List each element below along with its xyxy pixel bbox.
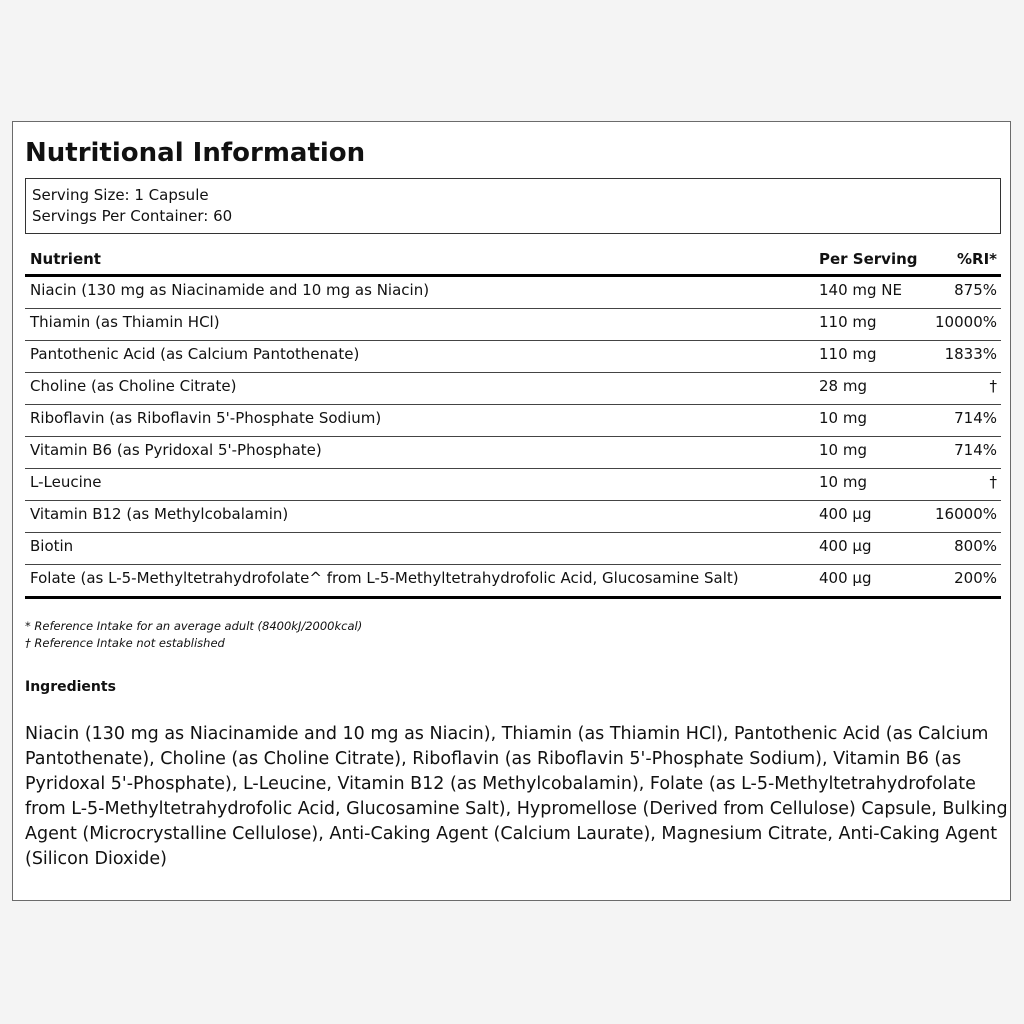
nutrient-cell: Choline (as Choline Citrate) [30, 377, 237, 395]
ri-cell: 875% [954, 281, 997, 299]
ri-cell: 800% [954, 537, 997, 555]
per-serving-cell: 10 mg [819, 409, 867, 427]
ingredients-text: Niacin (130 mg as Niacinamide and 10 mg as Niacin), Thiamin (as Thiamin HCl), Pantothenic Acid (as Calcium Pantothenate), Choline (as Choline Citrate), Riboflavin (as Riboflavin 5'-Phosphate Sodium), Vitamin B6 (as Pyridoxal 5'-Phosphate), L-Leucine, Vitamin B12 (as Methylcobalamin), Folate (as L-5-Methyltetrahydrofolate from L-5-Methyltetrahydrofolic Acid, Glucosamine Salt), Hypromellose (Derived from Cellulose) Capsule, Bulking Agent (Microcrystalline Cellulose), Anti-Caking Agent (Calcium Laurate), Magnesium Citrate, Anti-Caking Agent (Silicon Dioxide) [25, 724, 1008, 869]
table-row [25, 405, 1001, 437]
nutrient-cell: Thiamin (as Thiamin HCl) [30, 313, 220, 331]
table-row [25, 533, 1001, 565]
ri-cell: 1833% [944, 345, 997, 363]
table-row [25, 373, 1001, 405]
table-body [25, 277, 1001, 599]
per-serving-cell: 10 mg [819, 473, 867, 491]
header-ri: %RI* [956, 250, 997, 268]
per-serving-cell: 110 mg [819, 345, 877, 363]
header-per-serving: Per Serving [819, 250, 918, 268]
nutrient-cell: Pantothenic Acid (as Calcium Pantothenate) [30, 345, 360, 363]
per-serving-cell: 400 µg [819, 505, 872, 523]
table-row [25, 469, 1001, 501]
footnote-not-established: † Reference Intake not established [25, 636, 225, 650]
nutrient-table [25, 248, 1001, 599]
table-row [25, 341, 1001, 373]
table-header [25, 248, 1001, 277]
ri-cell: 714% [954, 441, 997, 459]
footnotes [25, 618, 362, 652]
ri-cell: 714% [954, 409, 997, 427]
header-nutrient: Nutrient [30, 250, 101, 268]
nutrient-cell: Vitamin B12 (as Methylcobalamin) [30, 505, 289, 523]
per-serving-cell: 110 mg [819, 313, 877, 331]
per-serving-cell: 400 µg [819, 537, 872, 555]
nutrient-cell: L-Leucine [30, 473, 102, 491]
page-title: Nutritional Information [25, 138, 366, 168]
nutrient-cell: Folate (as L-5-Methyltetrahydrofolate^ from L-5-Methyltetrahydrofolic Acid, Glucosamine Salt) [30, 569, 739, 587]
nutrient-cell: Vitamin B6 (as Pyridoxal 5'-Phosphate) [30, 441, 322, 459]
per-serving-cell: 10 mg [819, 441, 867, 459]
serving-size: Serving Size: 1 Capsule [32, 186, 209, 204]
table-row [25, 437, 1001, 469]
per-serving-cell: 140 mg NE [819, 281, 902, 299]
nutrient-cell: Niacin (130 mg as Niacinamide and 10 mg as Niacin) [30, 281, 430, 299]
table-row [25, 277, 1001, 309]
ri-cell: † [989, 377, 997, 395]
ri-cell: † [989, 473, 997, 491]
servings-per-container: Servings Per Container: 60 [32, 207, 233, 225]
footnote-reference-intake: * Reference Intake for an average adult (8400kJ/2000kcal) [25, 619, 363, 633]
nutrient-cell: Riboflavin (as Riboflavin 5'-Phosphate Sodium) [30, 409, 382, 427]
per-serving-cell: 28 mg [819, 377, 867, 395]
ingredients-heading: Ingredients [25, 679, 116, 695]
per-serving-cell: 400 µg [819, 569, 872, 587]
serving-info-box [25, 178, 1001, 234]
ri-cell: 16000% [935, 505, 997, 523]
table-row [25, 501, 1001, 533]
ri-cell: 10000% [935, 313, 997, 331]
ri-cell: 200% [954, 569, 997, 587]
table-row [25, 309, 1001, 341]
table-row [25, 565, 1001, 599]
nutrition-panel [12, 121, 1011, 901]
nutrient-cell: Biotin [30, 537, 74, 555]
